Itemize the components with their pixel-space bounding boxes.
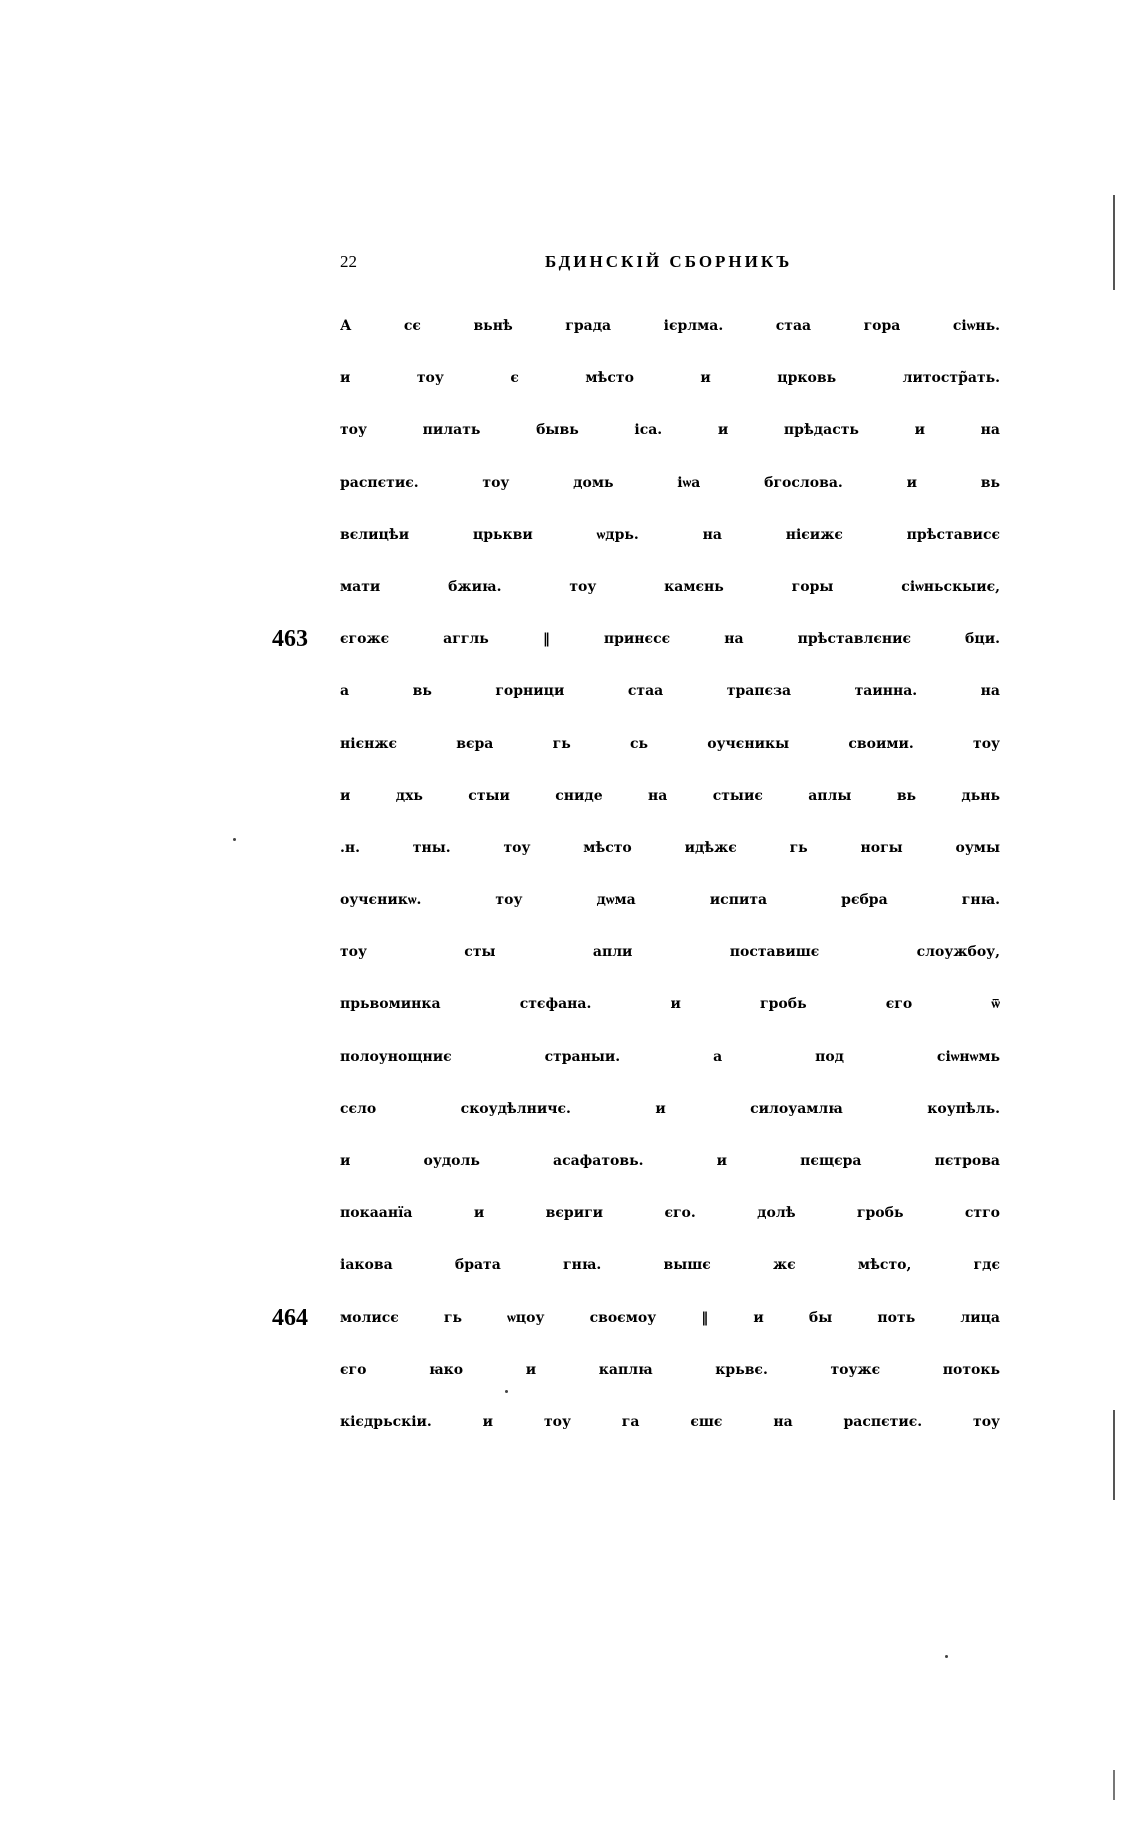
scan-speck — [233, 838, 236, 841]
text-body — [272, 300, 1000, 1448]
scan-edge-mark — [1113, 195, 1115, 290]
text-line — [340, 978, 1000, 1030]
text-line — [340, 1135, 1000, 1187]
text-line — [340, 457, 1000, 509]
text-line — [340, 718, 1000, 770]
line-text: тоу пилать бывь іса. и прѣдасть и на — [340, 422, 1000, 439]
text-line — [272, 613, 1000, 665]
text-line — [340, 1187, 1000, 1239]
line-text: вєлицѣи црькви ѡдрь. на нієижє прѣстависє — [340, 526, 1000, 543]
text-line — [340, 822, 1000, 874]
text-line — [340, 1239, 1000, 1291]
line-text: и дхь стыи сниде на стыиє аплы вь дьнь — [340, 787, 1000, 804]
text-line — [340, 1083, 1000, 1135]
text-line — [340, 404, 1000, 456]
line-text: нієнжє вєра гь сь оучєникы своими. тоу — [340, 735, 1000, 752]
line-text: оучєникѡ. тоу дѡма испита рєбра гнꙗ. — [340, 892, 1000, 909]
line-text: іакова брата гнꙗ. вышє жє мѣсто, гдє — [340, 1257, 1000, 1274]
line-text: и тоу є мѣсто и црковь литостр̃ать. — [340, 370, 1000, 387]
line-text: полоунощниє страныи. а под сіѡнѡмь — [340, 1048, 1000, 1065]
scan-edge-mark — [1113, 1770, 1115, 1800]
line-text: єгожє аггль ‖ принєсє на прѣставлєниє бци. — [340, 631, 1000, 648]
line-text: покаанїа и вєриги єго. долѣ гробь стго — [340, 1205, 1000, 1222]
margin-folio-number: 464 — [272, 1304, 308, 1331]
book-title: БДИНСКІЙ СБОРНИКЪ — [545, 252, 793, 271]
line-text: прьвоминка стєфана. и гробь єго ѿ — [340, 996, 1000, 1013]
scan-speck — [945, 1655, 948, 1658]
text-line — [340, 352, 1000, 404]
line-text: распєтиє. тоу домь іѡа бгослова. и вь — [340, 474, 1000, 491]
line-text: а вь горници стаа трапєза таинна. на — [340, 683, 1000, 700]
line-text: .н. тны. тоу мѣсто идѣжє гь ногы оумы — [340, 839, 1000, 856]
text-line — [340, 300, 1000, 352]
page-number: 22 — [340, 252, 357, 271]
margin-folio-number: 463 — [272, 626, 308, 653]
line-text: єго ꙗко и каплꙗ крьвє. тоужє потокь — [340, 1361, 1000, 1378]
text-line — [340, 1344, 1000, 1396]
text-line — [340, 561, 1000, 613]
scan-edge-mark — [1113, 1410, 1115, 1500]
line-text: сєло скоудѣлничє. и силоуамлꙗ коупѣль. — [340, 1100, 1000, 1117]
text-line — [340, 1396, 1000, 1448]
line-text: А сє вьнѣ града ієрлма. стаа гора сіѡнь. — [340, 318, 1000, 334]
text-line — [272, 1292, 1000, 1344]
text-line — [340, 770, 1000, 822]
text-line — [340, 926, 1000, 978]
text-line — [340, 874, 1000, 926]
running-head — [340, 252, 980, 276]
line-text: мати бжиꙗ. тоу камєнь горы сіѡньскыиє, — [340, 578, 1000, 595]
text-line — [340, 665, 1000, 717]
text-line — [340, 1031, 1000, 1083]
scan-speck — [505, 1390, 508, 1393]
text-line — [340, 509, 1000, 561]
line-text: молисє гь ѡцоу своємоу ‖ и бы поть лица — [340, 1309, 1000, 1326]
line-text: и оудоль асафатовь. и пєщєра пєтрова — [340, 1153, 1000, 1169]
line-text: кієдрьскіи. и тоу га єшє на распєтиє. тоу — [340, 1413, 1000, 1430]
line-text: тоу сты апли поставишє слоужбоу, — [340, 944, 1000, 961]
